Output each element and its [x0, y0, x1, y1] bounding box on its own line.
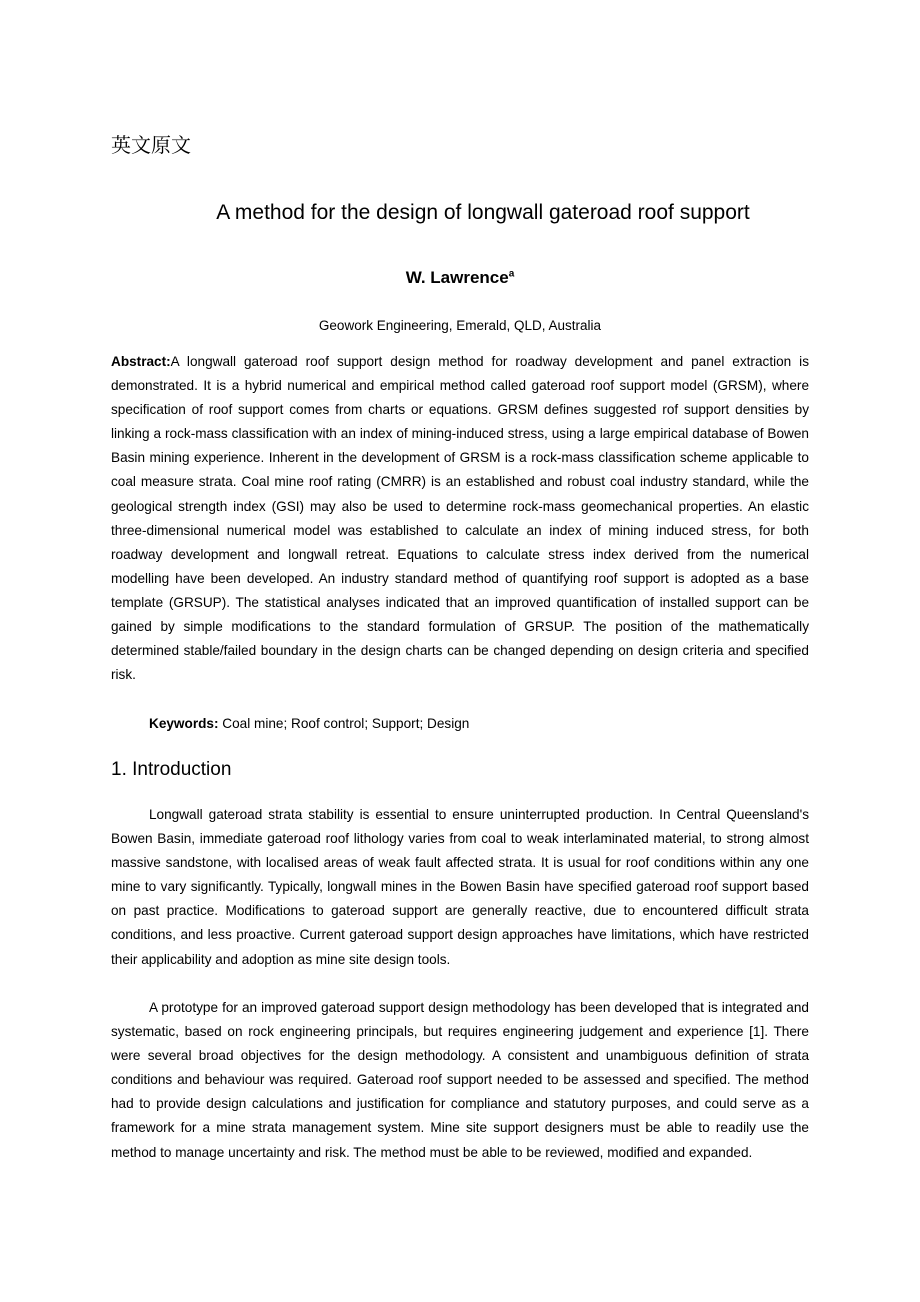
author-name: W. Lawrence: [405, 268, 509, 287]
introduction-paragraph-1: Longwall gateroad strata stability is essential to ensure uninterrupted production. In Central Queensland's Bowen Basin, immediate gateroad roof lithology varies from coal to weak interlaminated material, to strong almost massive sandstone, with localised areas of weak fault affected strata. It is usual for roof conditions within any one mine to vary significantly. Typically, longwall mines in the Bowen Basin have specified gateroad roof support based on past practice. Modifications to gateroad support are generally reactive, due to encountered difficult strata conditions, and less proactive. Current gateroad support design approaches have limitations, which have restricted their applicability and adoption as mine site design tools.: [111, 807, 809, 967]
abstract-label: Abstract:: [111, 354, 171, 369]
paper-title-text: A method for the design of longwall gateroad roof support: [216, 201, 750, 224]
section-label: 英文原文: [111, 133, 191, 157]
keywords: [149, 712, 469, 736]
paper-title: [0, 199, 920, 227]
abstract-text: A longwall gateroad roof support design method for roadway development and panel extraction is demonstrated. It is a hybrid numerical and empirical method called gateroad roof support model (GRSM), where specification of roof support comes from charts or equations. GRSM defines suggested rof support densities by linking a rock-mass classification with an index of mining-induced stress, using a large empirical database of Bowen Basin mining experience. Inherent in the development of GRSM is a rock-mass classification scheme applicable to coal measure strata. Coal mine roof rating (CMRR) is an established and robust coal industry standard, while the geological strength index (GSI) may also be used to determine rock-mass geomechanical properties. An elastic three-dimensional numerical model was established to calculate an index of mining induced stress, for both roadway development and longwall retreat. Equations to calculate stress index derived from the numerical modelling have been developed. An industry standard method of quantifying roof support is adopted as a base template (GRSUP). The statistical analyses indicated that an improved quantification of installed support can be gained by simple modifications to the standard formulation of GRSUP. The position of the mathematically determined stable/failed boundary in the design charts can be changed depending on design criteria and specified risk.: [111, 354, 809, 683]
introduction-paragraph-2: A prototype for an improved gateroad support design methodology has been developed that is integrated and systematic, based on rock engineering principals, but requires engineering judgement and experience [1]. There were several broad objectives for the design methodology. A consistent and unambiguous definition of strata conditions and behaviour was required. Gateroad roof support needed to be assessed and specified. The method had to provide design calculations and justification for compliance and statutory purposes, and could serve as a framework for a mine strata management system. Mine site support designers must be able to readily use the method to manage uncertainty and risk. The method must be able to be reviewed, modified and expanded.: [111, 1000, 809, 1160]
section-heading-introduction: 1. Introduction: [111, 759, 232, 780]
keywords-text: Coal mine; Roof control; Support; Design: [218, 716, 470, 731]
abstract: [111, 350, 809, 687]
affiliation: Geowork Engineering, Emerald, QLD, Australia: [318, 318, 602, 333]
author-line: [0, 266, 920, 290]
keywords-label: Keywords:: [149, 716, 219, 731]
author-affiliation-marker: a: [508, 268, 515, 280]
